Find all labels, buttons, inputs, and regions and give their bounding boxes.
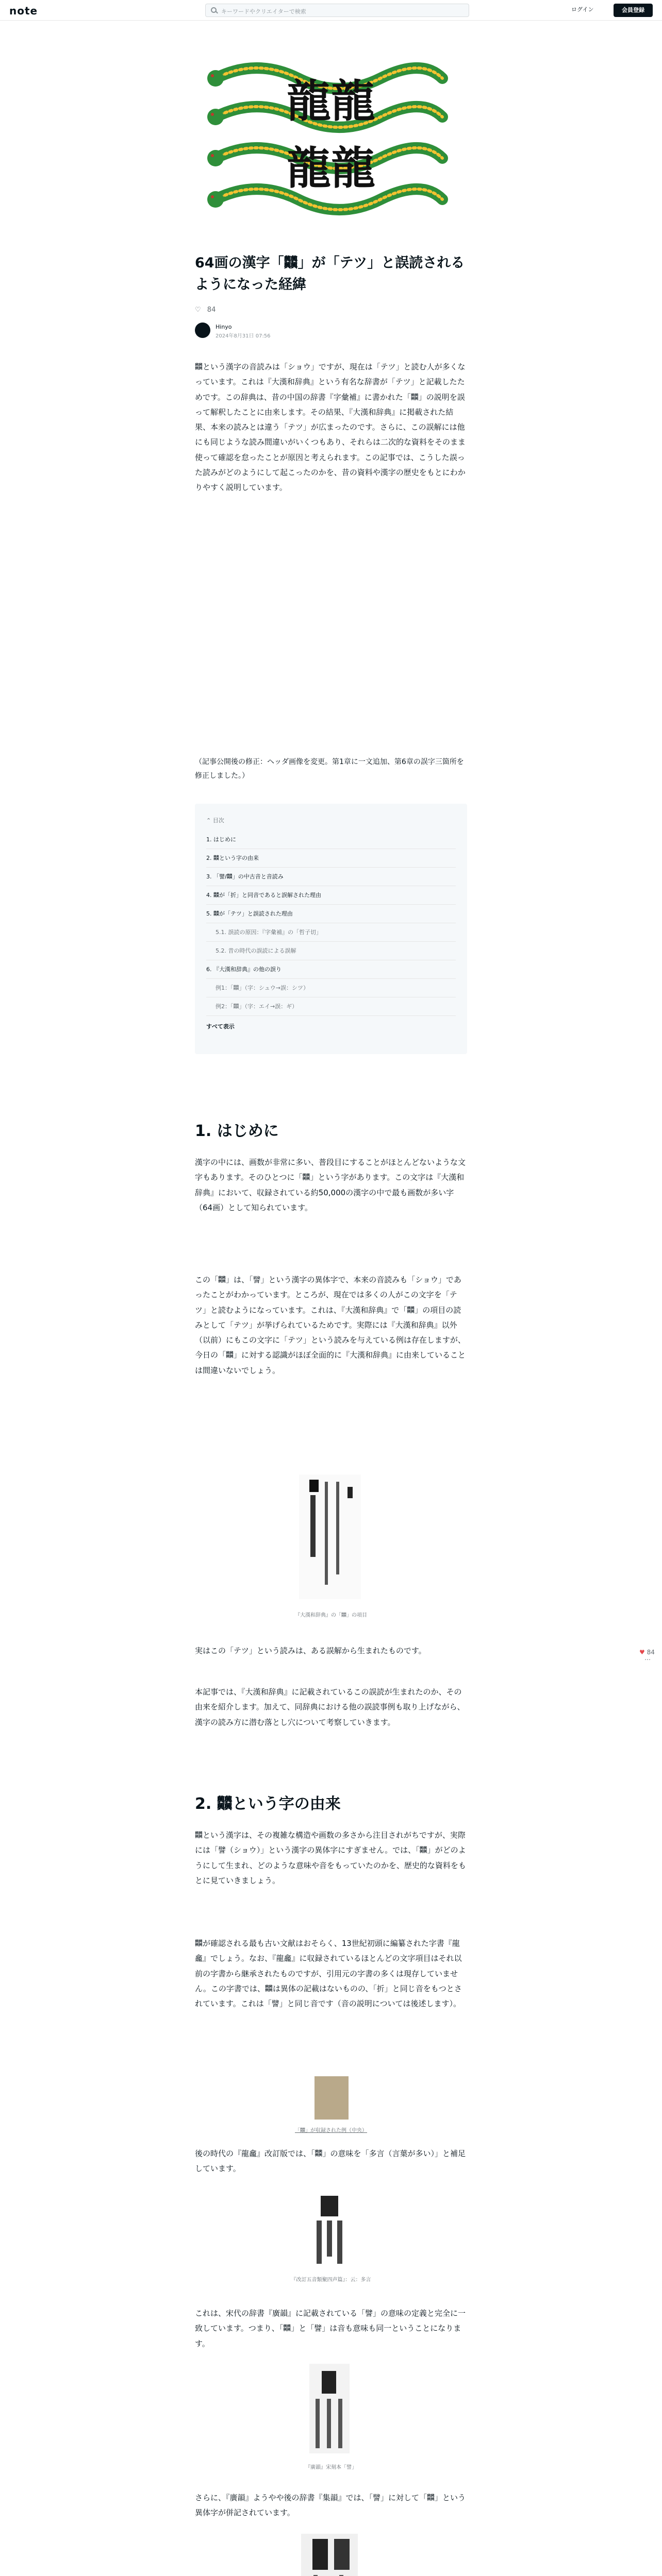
toc-heading: ⌃ 目次 (206, 817, 224, 824)
section-heading: 2. 𠔻という字の由来 (195, 1795, 341, 1813)
toc-item[interactable]: 2. 𠔻という字の由来 (206, 849, 456, 868)
section-1-paragraph: 漢字の中には、画数が非常に多い、普段目にすることがほとんどないような文字もあります。そのひとつに「𠔻」という字があります。この文字は『大漢和辞典』において、収録されている約50,000の漢字の中で最も画数が多い字（64画）として知られています。 (195, 1158, 466, 1212)
dictionary-entry-image (289, 1471, 371, 1602)
hero-kanji: 龍龍龍龍 (287, 75, 375, 194)
section-2-paragraph: 後の時代の『龍龕』改訂版では、「𠔻」の意味を「多言（言葉が多い）」と補足しています。 (195, 2149, 466, 2174)
toc-item[interactable]: 5.2. 昔の時代の誤読による誤解 (206, 942, 456, 960)
avatar[interactable] (195, 323, 210, 338)
toc-show-all-button[interactable]: すべて表示 (206, 1023, 235, 1030)
jiyun-scan (298, 2532, 361, 2576)
publish-date: 2024年8月31日 07:56 (216, 333, 271, 339)
toc-item[interactable]: 3. 「譬/𠔻」の中古音と音読み (206, 868, 456, 886)
section-1-paragraph: 実はこの「テツ」という読みは、ある誤解から生まれたものです。 (195, 1646, 426, 1655)
search-placeholder: キーワードやクリエイターで検索 (221, 8, 306, 15)
section-2-paragraph: 𠔻という漢字は、その複雑な構造や画数の多さから注目されがちですが、実際には「譬（ショウ）」という漢字の異体字にすぎません。では、「𠔻」がどのようにして生まれ、どのような意味や音をもっていたのかを、歴史的な資料をもとに見ていきましょう。 (195, 1831, 466, 1885)
scan-graphic (304, 2361, 355, 2456)
figure-caption: 『廣韻』宋刻本「譬」 (305, 2465, 357, 2470)
search-input[interactable] (205, 4, 469, 17)
more-icon[interactable]: ⋯ (644, 1656, 651, 1663)
toc-item[interactable]: 4. 𠔻が「折」と同音であると誤解された理由 (206, 886, 456, 905)
toc-item[interactable]: 6. 『大漢和辞典』の他の誤り (206, 960, 456, 979)
top-navigation-bar (0, 0, 662, 21)
guangyun-scan (304, 2361, 355, 2456)
section-2-paragraph: これは、宋代の辞書『廣韻』に記載されている「譬」の意味の定義と完全に一致しています。つまり、「𠔻」と「譬」は音も意味も同一ということになります。 (195, 2309, 466, 2348)
author-block[interactable] (195, 323, 350, 339)
article-title: 64画の漢字「𠔻」が「テツ」と誤読されるようになった経緯 (195, 255, 465, 293)
toc-item[interactable]: 例1：「𠔻」（字：シュウ→誤：シツ） (206, 979, 456, 997)
scan-graphic (305, 2193, 354, 2268)
floating-like-count: 84 (647, 1649, 655, 1656)
dictionary-scan (289, 1471, 371, 1602)
toc-item[interactable]: 5. 𠔻が「テツ」と誤読された理由 (206, 905, 456, 923)
toc-item[interactable]: 1. はじめに (206, 831, 456, 849)
toc-item[interactable]: 5.1. 誤読の原因：『字彙補』の「哲子切」 (206, 923, 456, 942)
ryugan-scan-image (315, 2076, 349, 2120)
revised-dictionary-scan (305, 2193, 354, 2268)
section-1-paragraph: 本記事では、『大漢和辞典』に記載されているこの誤読が生まれたのか、その由来を紹介します。加えて、同辞典における他の誤読事例も取り上げながら、漢字の読み方に潜む落とし穴について考察していきます。 (195, 1687, 465, 1727)
section-2-paragraph: 𠔻が確認される最も古い文献はおそらく、13世紀初頭に編纂された字書『龍龕』でしょう。なお、『龍龕』に収録されているほとんどの文字項目はそれ以前の字書から継承されたものですが、引用元の字書の多くは現存していません。この字書では、𠔻は異体の記載はないものの、「折」と同じ音をもつとされています。これは「譬」と同じ音です（音の説明については後述します）。 (195, 1939, 462, 2008)
revision-note: （記事公開後の修正：ヘッダ画像を変更。第1章に一文追加、第6章の誤字三箇所を修正しました。） (195, 758, 464, 780)
scan-graphic (298, 2532, 361, 2576)
heart-icon: ♥ (639, 1649, 645, 1656)
section-1-paragraph: この「𠔻」は、「譬」という漢字の異体字で、本来の音読みも「ショウ」であったことがわかっています。ところが、現在では多くの人がこの文字を「テツ」と読むようになっています。これは、『大漢和辞典』で「𠔻」の項目の読みとして「テツ」が挙げられているためです。実際には『大漢和辞典』以外（以前）にもこの文字に「テツ」という読みを与えている例は存在しますが、今日の「𠔻」に対する認識がほぼ全面的に『大漢和辞典』に由来していることは間違いないでしょう。 (195, 1275, 466, 1375)
section-heading: 1. はじめに (195, 1122, 279, 1140)
section-2-paragraph: さらに、『廣韻』ようやや後の辞書『集韻』では、「譬」に対して「𠔻」という異体字が併記されています。 (195, 2493, 466, 2518)
heart-icon: ♡ (195, 306, 201, 314)
author-name[interactable]: Hinyo (216, 324, 232, 330)
table-of-contents (195, 804, 467, 1054)
figure-caption: 『改訂五音類聚四声篇』：云：多言 (291, 2277, 371, 2283)
like-count[interactable] (195, 306, 216, 314)
toc-item[interactable]: 例2：「𠔻」（字：エイ→誤：ギ） (206, 997, 456, 1016)
note-logo[interactable]: note (9, 5, 38, 17)
floating-like-button[interactable] (639, 1649, 662, 1663)
signup-button[interactable]: 会員登録 (614, 4, 653, 17)
intro-paragraph: 𠔻という漢字の音読みは「ショウ」ですが、現在は「テツ」と読む人が多くなっています。これは『大漢和辞典』という有名な辞書が「テツ」と記載したためです。この辞典は、昔の中国の辞書『字彙補』に書かれた「𠔻」の説明を誤って解釈したことに由来します。その結果、『大漢和辞典』に掲載された結果、本来の読みとは違う「テツ」が広まったのです。さらに、この誤解には他にも同じような読み間違いがいくつもあり、それらは二次的な資料をそのまま使って確認を怠ったことが原因と考えられます。この記事では、こうした誤った読みがどのようにして起こったのかを、昔の資料や漢字の歴史をもとにわかりやすく説明しています。 (195, 362, 466, 492)
hero-image (195, 47, 467, 231)
search-icon (211, 7, 217, 13)
login-link[interactable]: ログイン (571, 6, 594, 13)
like-count-value: 84 (207, 306, 216, 314)
figure-caption: 『大漢和辞典』の「𠔻」の項目 (295, 1613, 367, 1618)
figure-caption-link[interactable]: 「𠔻」が収録された例（中央） (295, 2128, 367, 2133)
